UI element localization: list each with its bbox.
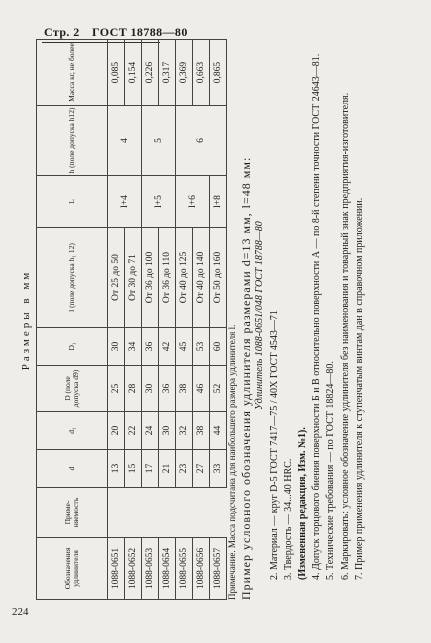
cell-usage bbox=[142, 488, 159, 538]
notes-block bbox=[225, 40, 367, 600]
cell-l: От 25 до 50 bbox=[108, 228, 125, 328]
item-runout: 4. Допуск торцового биения поверхности Б и В относительно поверхности А — по 8-й степени точности ГОСТ 24643—81. bbox=[311, 53, 323, 580]
cell-D: 46 bbox=[193, 366, 210, 412]
cell-usage bbox=[193, 488, 210, 538]
cell-l: От 36 до 100 bbox=[142, 228, 159, 328]
cell-l: От 50 до 160 bbox=[210, 228, 227, 328]
cell-mass: 0,663 bbox=[193, 40, 210, 106]
cell-usage bbox=[159, 488, 176, 538]
table-title: Размеры в мм bbox=[20, 269, 32, 371]
cell-h: 6 bbox=[176, 106, 227, 176]
cell-l: От 30 до 71 bbox=[125, 228, 142, 328]
item-hardness: 3. Твердость — 34...40 HRC. bbox=[282, 458, 294, 580]
cell-usage bbox=[210, 488, 227, 538]
cell-d: 15 bbox=[125, 450, 142, 488]
rotated-content bbox=[20, 40, 430, 600]
col-header-usage: Приме-няемость bbox=[37, 488, 108, 538]
table-header-row bbox=[37, 40, 108, 600]
table-row bbox=[142, 40, 159, 600]
example-title: Пример условного обозначения удлинителя размерами d=13 мм, l=48 мм: bbox=[239, 156, 254, 600]
cell-code: 1088-0657 bbox=[210, 538, 227, 600]
cell-L: l+5 bbox=[142, 176, 176, 228]
example-designation: Удлинитель 1088-0651/048 ГОСТ 18788—80 bbox=[254, 221, 266, 410]
cell-mass: 0,369 bbox=[176, 40, 193, 106]
cell-mass: 0,317 bbox=[159, 40, 176, 106]
item-material: 2. Материал — круг D-5 ГОСТ 7417—75 / 40Х ГОСТ 4543—71 bbox=[268, 310, 280, 580]
item-marking: 6. Маркировать: условное обозначение удлинителя без наименования и товарный знак предприятия-изготовителя. bbox=[339, 92, 351, 580]
page-label: Стр. 2 bbox=[44, 25, 80, 39]
cell-D: 30 bbox=[142, 366, 159, 412]
cell-code: 1088-0654 bbox=[159, 538, 176, 600]
cell-d1: 22 bbox=[125, 412, 142, 450]
cell-D1: 42 bbox=[159, 328, 176, 366]
cell-D1: 53 bbox=[193, 328, 210, 366]
cell-d: 21 bbox=[159, 450, 176, 488]
cell-D: 28 bbox=[125, 366, 142, 412]
cell-D1: 36 bbox=[142, 328, 159, 366]
cell-code: 1088-0656 bbox=[193, 538, 210, 600]
cell-mass: 0,226 bbox=[142, 40, 159, 106]
cell-L: l+6 bbox=[176, 176, 210, 228]
item-requirements: 5. Технические требования — по ГОСТ 18824—80. bbox=[325, 361, 337, 580]
cell-d: 27 bbox=[193, 450, 210, 488]
cell-d1: 44 bbox=[210, 412, 227, 450]
col-header-L: L bbox=[37, 176, 108, 228]
dimensions-table bbox=[36, 39, 227, 600]
col-header-D: D (поле допуска d9) bbox=[37, 366, 108, 412]
cell-mass: 0,085 bbox=[108, 40, 125, 106]
cell-l: От 36 до 110 bbox=[159, 228, 176, 328]
cell-d1: 20 bbox=[108, 412, 125, 450]
item-example-use: 7. Пример применения удлинителя к ступенчатым винтам дан в справочном приложении. bbox=[353, 197, 365, 580]
cell-code: 1088-0653 bbox=[142, 538, 159, 600]
col-header-l: l (поле допуска h₁ 12) bbox=[37, 228, 108, 328]
table-note: Примечание. Масса подсчитана для наибольшего размера удлинителя l. bbox=[227, 324, 237, 600]
page-number: 224 bbox=[12, 606, 29, 618]
cell-D1: 30 bbox=[108, 328, 125, 366]
cell-d: 33 bbox=[210, 450, 227, 488]
cell-D1: 60 bbox=[210, 328, 227, 366]
standard-label: ГОСТ 18788—80 bbox=[92, 25, 188, 39]
col-header-d1: d₁ bbox=[37, 412, 108, 450]
page-header bbox=[44, 25, 197, 40]
cell-d1: 24 bbox=[142, 412, 159, 450]
cell-D: 52 bbox=[210, 366, 227, 412]
col-header-d: d bbox=[37, 450, 108, 488]
cell-D: 38 bbox=[176, 366, 193, 412]
cell-D: 36 bbox=[159, 366, 176, 412]
cell-L: l+4 bbox=[108, 176, 142, 228]
cell-D: 25 bbox=[108, 366, 125, 412]
cell-code: 1088-0651 bbox=[108, 538, 125, 600]
cell-d: 13 bbox=[108, 450, 125, 488]
cell-mass: 0,154 bbox=[125, 40, 142, 106]
cell-L: l+8 bbox=[210, 176, 227, 228]
cell-d: 23 bbox=[176, 450, 193, 488]
col-header-h: h (поле допуска h12) bbox=[37, 106, 108, 176]
cell-code: 1088-0655 bbox=[176, 538, 193, 600]
col-header-D1: D₁ bbox=[37, 328, 108, 366]
cell-D1: 45 bbox=[176, 328, 193, 366]
cell-D1: 34 bbox=[125, 328, 142, 366]
cell-d1: 32 bbox=[176, 412, 193, 450]
cell-l: От 40 до 125 bbox=[176, 228, 193, 328]
cell-usage bbox=[108, 488, 125, 538]
table-row bbox=[108, 40, 125, 600]
cell-code: 1088-0652 bbox=[125, 538, 142, 600]
cell-h: 5 bbox=[142, 106, 176, 176]
cell-usage bbox=[125, 488, 142, 538]
cell-h: 4 bbox=[108, 106, 142, 176]
cell-l: От 40 до 140 bbox=[193, 228, 210, 328]
cell-d1: 38 bbox=[193, 412, 210, 450]
table-row bbox=[176, 40, 193, 600]
col-header-mass: Масса кг, не более bbox=[37, 40, 108, 106]
cell-d1: 30 bbox=[159, 412, 176, 450]
item-hardness-edit: (Измененная редакция, Изм. №1). bbox=[297, 427, 309, 580]
col-header-code: Обозначения удлинителя bbox=[37, 538, 108, 600]
cell-d: 17 bbox=[142, 450, 159, 488]
cell-usage bbox=[176, 488, 193, 538]
cell-mass: 0,865 bbox=[210, 40, 227, 106]
